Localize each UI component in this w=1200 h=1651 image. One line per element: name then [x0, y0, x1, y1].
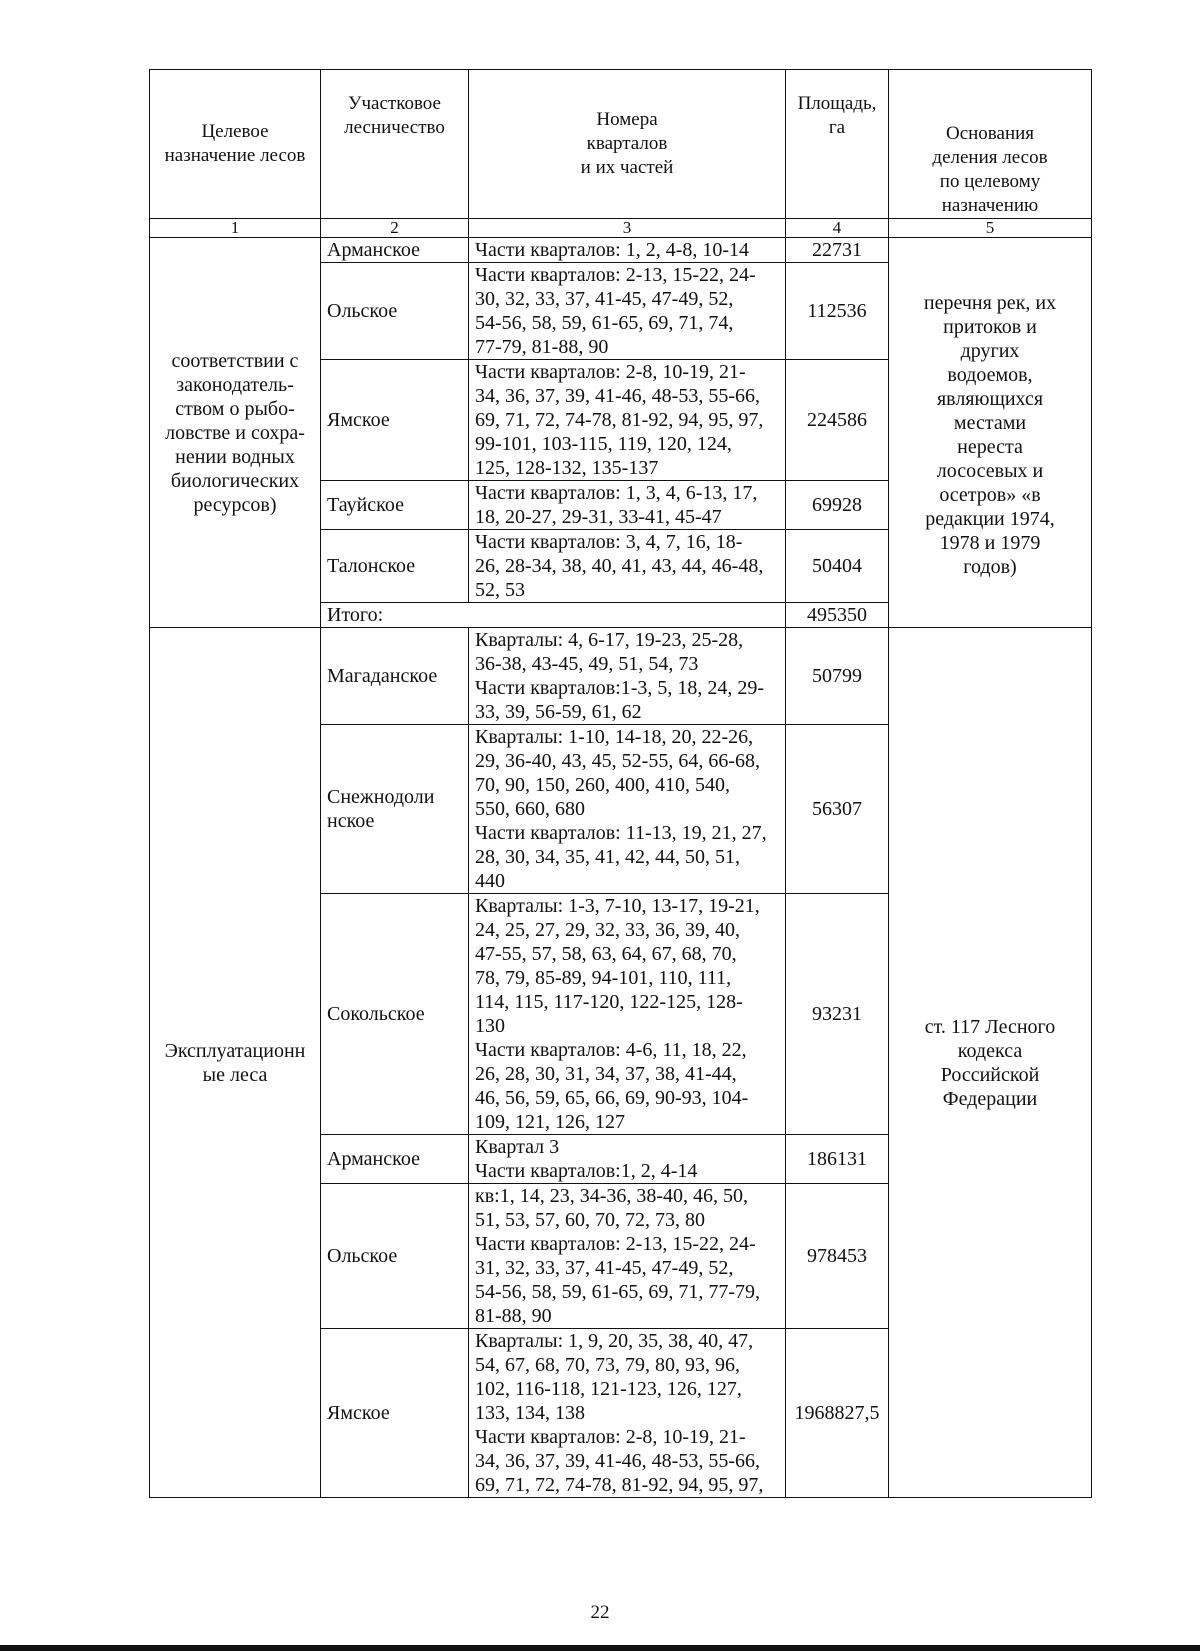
area-cell: 1968827,5: [786, 1329, 889, 1498]
column-number: 5: [889, 219, 1092, 238]
quarters-cell: Части кварталов: 2-13, 15-22, 24- 30, 32, 33, 37, 41-45, 47-49, 52, 54-56, 58, 59, 61-65, 69, 71, 74, 77-79, 81-88, 90: [469, 263, 786, 360]
area-cell: 50404: [786, 530, 889, 603]
group-exploitation-forests: [150, 628, 1092, 1498]
quarters-cell: Части кварталов: 1, 2, 4-8, 10-14: [469, 238, 786, 263]
forestry-cell: Ямское: [321, 360, 469, 481]
group-fishery-protection: [150, 238, 1092, 628]
forestry-cell: Ольское: [321, 263, 469, 360]
table-row: [150, 628, 1092, 725]
area-cell: 93231: [786, 894, 889, 1135]
quarters-cell: Кварталы: 1-10, 14-18, 20, 22-26, 29, 36-40, 43, 45, 52-55, 64, 66-68, 70, 90, 150, 260, 400, 410, 540, 550, 660, 680 Части кварталов: 11-13, 19, 21, 27, 28, 30, 34, 35, 41, 42, 44, 50, 51, 440: [469, 725, 786, 894]
area-cell: 112536: [786, 263, 889, 360]
quarters-cell: кв:1, 14, 23, 34-36, 38-40, 46, 50, 51, 53, 57, 60, 70, 72, 73, 80 Части кварталов: 2-13, 15-22, 24- 31, 32, 33, 37, 41-45, 47-49, 52, 54-56, 58, 59, 61-65, 69, 71, 77-79, 81-88, 90: [469, 1184, 786, 1329]
area-cell: 50799: [786, 628, 889, 725]
area-cell: 224586: [786, 360, 889, 481]
header-forestry: Участковое лесничество: [321, 70, 469, 219]
quarters-cell: Части кварталов: 1, 3, 4, 6-13, 17, 18, 20-27, 29-31, 33-41, 45-47: [469, 481, 786, 530]
scan-bottom-edge: [0, 1645, 1200, 1651]
column-number: 4: [786, 219, 889, 238]
column-number: 2: [321, 219, 469, 238]
area-cell: 186131: [786, 1135, 889, 1184]
header-basis: Основания деления лесов по целевому назначению: [889, 70, 1092, 219]
total-label: Итого:: [321, 603, 786, 628]
forestry-cell: Снежнодоли нское: [321, 725, 469, 894]
quarters-cell: Кварталы: 1, 9, 20, 35, 38, 40, 47, 54, 67, 68, 70, 73, 79, 80, 93, 96, 102, 116-118, 121-123, 126, 127, 133, 134, 138 Части кварталов: 2-8, 10-19, 21- 34, 36, 37, 39, 41-46, 48-53, 55-66, 69, 71, 72, 74-78, 81-92, 94, 95, 97,: [469, 1329, 786, 1498]
basis-cell: ст. 117 Лесного кодекса Российской Федерации: [889, 628, 1092, 1498]
column-number: 3: [469, 219, 786, 238]
forest-purpose-table: [149, 69, 1092, 1498]
total-value: 495350: [786, 603, 889, 628]
forestry-cell: Ямское: [321, 1329, 469, 1498]
forestry-cell: Сокольское: [321, 894, 469, 1135]
page-number: 22: [590, 1602, 610, 1623]
forestry-cell: Арманское: [321, 1135, 469, 1184]
area-cell: 69928: [786, 481, 889, 530]
forestry-cell: Талонское: [321, 530, 469, 603]
quarters-cell: Кварталы: 1-3, 7-10, 13-17, 19-21, 24, 25, 27, 29, 32, 33, 36, 39, 40, 47-55, 57, 58, 63, 64, 67, 68, 70, 78, 79, 85-89, 94-101, 110, 111, 114, 115, 117-120, 122-125, 128- 130 Части кварталов: 4-6, 11, 18, 22, 26, 28, 30, 31, 34, 37, 38, 41-44, 46, 56, 59, 65, 66, 69, 90-93, 104- 109, 121, 126, 127: [469, 894, 786, 1135]
table-row: [150, 238, 1092, 263]
area-cell: 22731: [786, 238, 889, 263]
forestry-cell: Тауйское: [321, 481, 469, 530]
header-row: [150, 70, 1092, 219]
forestry-cell: Ольское: [321, 1184, 469, 1329]
header-purpose: Целевое назначение лесов: [150, 70, 321, 219]
forestry-cell: Магаданское: [321, 628, 469, 725]
quarters-cell: Кварталы: 4, 6-17, 19-23, 25-28, 36-38, 43-45, 49, 51, 54, 73 Части кварталов:1-3, 5, 18, 24, 29- 33, 39, 56-59, 61, 62: [469, 628, 786, 725]
basis-cell: перечня рек, их притоков и других водоемов, являющихся местами нереста лососевых и осетров» «в редакции 1974, 1978 и 1979 годов): [889, 238, 1092, 628]
column-number: 1: [150, 219, 321, 238]
purpose-cell: соответствии с законодатель- ством о рыбо- ловстве и сохра- нении водных биологических ресурсов): [150, 238, 321, 628]
quarters-cell: Части кварталов: 2-8, 10-19, 21- 34, 36, 37, 39, 41-46, 48-53, 55-66, 69, 71, 72, 74-78, 81-92, 94, 95, 97, 99-101, 103-115, 119, 120, 124, 125, 128-132, 135-137: [469, 360, 786, 481]
area-cell: 978453: [786, 1184, 889, 1329]
quarters-cell: Части кварталов: 3, 4, 7, 16, 18- 26, 28-34, 38, 40, 41, 43, 44, 46-48, 52, 53: [469, 530, 786, 603]
header-area: Площадь, га: [786, 70, 889, 219]
forestry-cell: Арманское: [321, 238, 469, 263]
purpose-cell: Эксплуатационн ые леса: [150, 628, 321, 1498]
header-quarters: Номера кварталов и их частей: [469, 70, 786, 219]
area-cell: 56307: [786, 725, 889, 894]
quarters-cell: Квартал 3 Части кварталов:1, 2, 4-14: [469, 1135, 786, 1184]
column-number-row: [150, 219, 1092, 238]
